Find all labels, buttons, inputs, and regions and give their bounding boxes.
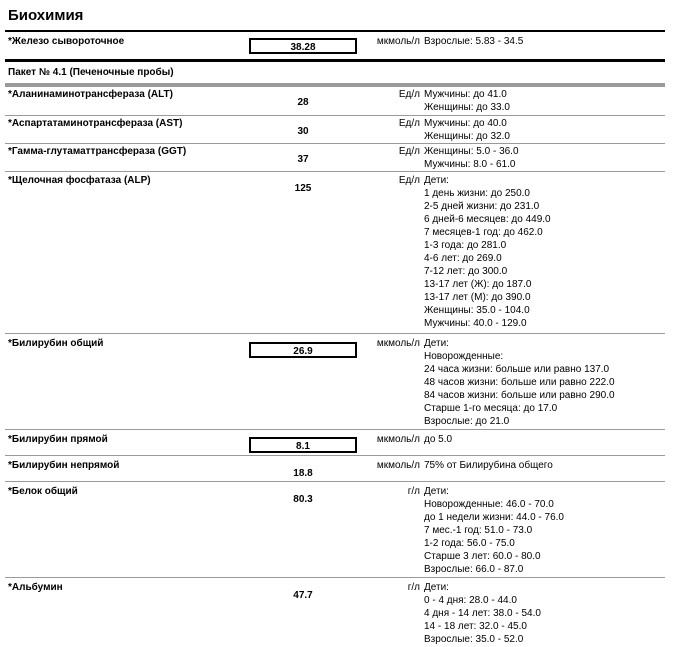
reference-line: Новорожденные: 46.0 - 70.0: [424, 499, 554, 510]
test-reference: [424, 145, 519, 171]
reference-line: Женщины: до 33.0: [424, 102, 510, 113]
test-name: *Билирубин прямой: [8, 434, 108, 445]
reference-line: Взрослые: 5.83 - 34.5: [424, 36, 524, 47]
test-name: *Гамма-глутаматтрансфераза (GGT): [8, 146, 187, 157]
test-unit: мкмоль/л: [376, 36, 420, 47]
reference-line: Старше 3 лет: 60.0 - 80.0: [424, 551, 541, 562]
reference-line: Дети:: [424, 486, 449, 497]
package-title: Пакет № 4.1 (Печеночные пробы): [8, 67, 174, 78]
test-reference: [424, 485, 564, 576]
test-name: *Альбумин: [8, 582, 63, 593]
reference-line: 14 - 18 лет: 32.0 - 45.0: [424, 621, 527, 632]
reference-line: 84 часов жизни: больше или равно 290.0: [424, 390, 615, 401]
reference-line: 48 часов жизни: больше или равно 222.0: [424, 377, 615, 388]
row-divider: [5, 429, 665, 430]
reference-line: Взрослые: до 21.0: [424, 416, 510, 427]
reference-line: 24 часа жизни: больше или равно 137.0: [424, 364, 610, 375]
test-name: *Белок общий: [8, 486, 78, 497]
test-value: 18.8: [293, 468, 313, 479]
test-reference: [424, 117, 510, 143]
test-value: 125: [294, 183, 312, 194]
reference-line: 4-6 лет: до 269.0: [424, 253, 502, 264]
reference-line: до 5.0: [424, 434, 453, 445]
test-name: *Билирубин общий: [8, 338, 104, 349]
test-reference: [424, 35, 523, 48]
test-unit: г/л: [407, 486, 420, 497]
test-unit: г/л: [407, 582, 420, 593]
section-title: Биохимия: [8, 7, 84, 24]
reference-line: Дети:: [424, 582, 449, 593]
test-unit: Ед/л: [398, 146, 420, 157]
test-name: *Щелочная фосфатаза (ALP): [8, 175, 151, 186]
reference-line: 4 дня - 14 лет: 38.0 - 54.0: [424, 608, 541, 619]
reference-line: Мужчины: до 40.0: [424, 118, 507, 129]
row-divider: [5, 455, 665, 456]
test-value: 47.7: [293, 590, 313, 601]
reference-line: Мужчины: до 41.0: [424, 89, 507, 100]
test-reference: [424, 337, 615, 428]
reference-line: 1-2 года: 56.0 - 75.0: [424, 538, 515, 549]
reference-line: до 1 недели жизни: 44.0 - 76.0: [424, 512, 564, 523]
test-reference: [424, 174, 551, 330]
reference-line: 13-17 лет (Ж): до 187.0: [424, 279, 532, 290]
reference-line: Старше 1-го месяца: до 17.0: [424, 403, 558, 414]
test-reference: [424, 459, 553, 472]
test-name: *Железо сывороточное: [8, 36, 125, 47]
test-value: 80.3: [293, 494, 313, 505]
test-unit: Ед/л: [398, 118, 420, 129]
test-value-flagged: 26.9: [249, 342, 357, 358]
reference-line: Взрослые: 66.0 - 87.0: [424, 564, 524, 575]
test-name: *Аспартатаминотрансфераза (AST): [8, 118, 183, 129]
reference-line: Женщины: 5.0 - 36.0: [424, 146, 519, 157]
test-unit: Ед/л: [398, 89, 420, 100]
row-divider: [5, 143, 665, 144]
test-unit: мкмоль/л: [376, 460, 420, 471]
test-unit: мкмоль/л: [376, 434, 420, 445]
test-value: 28: [297, 97, 309, 108]
reference-line: Взрослые: 35.0 - 52.0: [424, 634, 524, 645]
section-divider: [5, 30, 665, 32]
test-unit: мкмоль/л: [376, 338, 420, 349]
test-name: *Аланинаминотрансфераза (ALT): [8, 89, 173, 100]
reference-line: 7 месяцев-1 год: до 462.0: [424, 227, 543, 238]
package-divider-bottom: [5, 83, 665, 87]
package-divider-top: [5, 59, 665, 62]
test-name: *Билирубин непрямой: [8, 460, 120, 471]
reference-line: Мужчины: 40.0 - 129.0: [424, 318, 527, 329]
reference-line: Дети:: [424, 338, 449, 349]
row-divider: [5, 115, 665, 116]
test-reference: [424, 88, 510, 114]
reference-line: Мужчины: 8.0 - 61.0: [424, 159, 516, 170]
reference-line: Женщины: 35.0 - 104.0: [424, 305, 530, 316]
reference-line: 1-3 года: до 281.0: [424, 240, 507, 251]
reference-line: Дети:: [424, 175, 449, 186]
test-value-flagged: 38.28: [249, 38, 357, 54]
test-unit: Ед/л: [398, 175, 420, 186]
test-value: 30: [297, 126, 309, 137]
reference-line: 6 дней-6 месяцев: до 449.0: [424, 214, 551, 225]
reference-line: 2-5 дней жизни: до 231.0: [424, 201, 540, 212]
reference-line: 7 мес.-1 год: 51.0 - 73.0: [424, 525, 533, 536]
row-divider: [5, 171, 665, 172]
row-divider: [5, 333, 665, 334]
reference-line: 7-12 лет: до 300.0: [424, 266, 508, 277]
reference-line: Женщины: до 32.0: [424, 131, 510, 142]
test-value-flagged: 8.1: [249, 437, 357, 453]
row-divider: [5, 481, 665, 482]
reference-line: 0 - 4 дня: 28.0 - 44.0: [424, 595, 517, 606]
test-value: 37: [297, 154, 309, 165]
reference-line: 13-17 лет (М): до 390.0: [424, 292, 531, 303]
test-reference: [424, 581, 541, 646]
test-reference: [424, 433, 452, 446]
reference-line: 75% от Билирубина общего: [424, 460, 553, 471]
reference-line: 1 день жизни: до 250.0: [424, 188, 530, 199]
row-divider: [5, 577, 665, 578]
reference-line: Новорожденные:: [424, 351, 504, 362]
